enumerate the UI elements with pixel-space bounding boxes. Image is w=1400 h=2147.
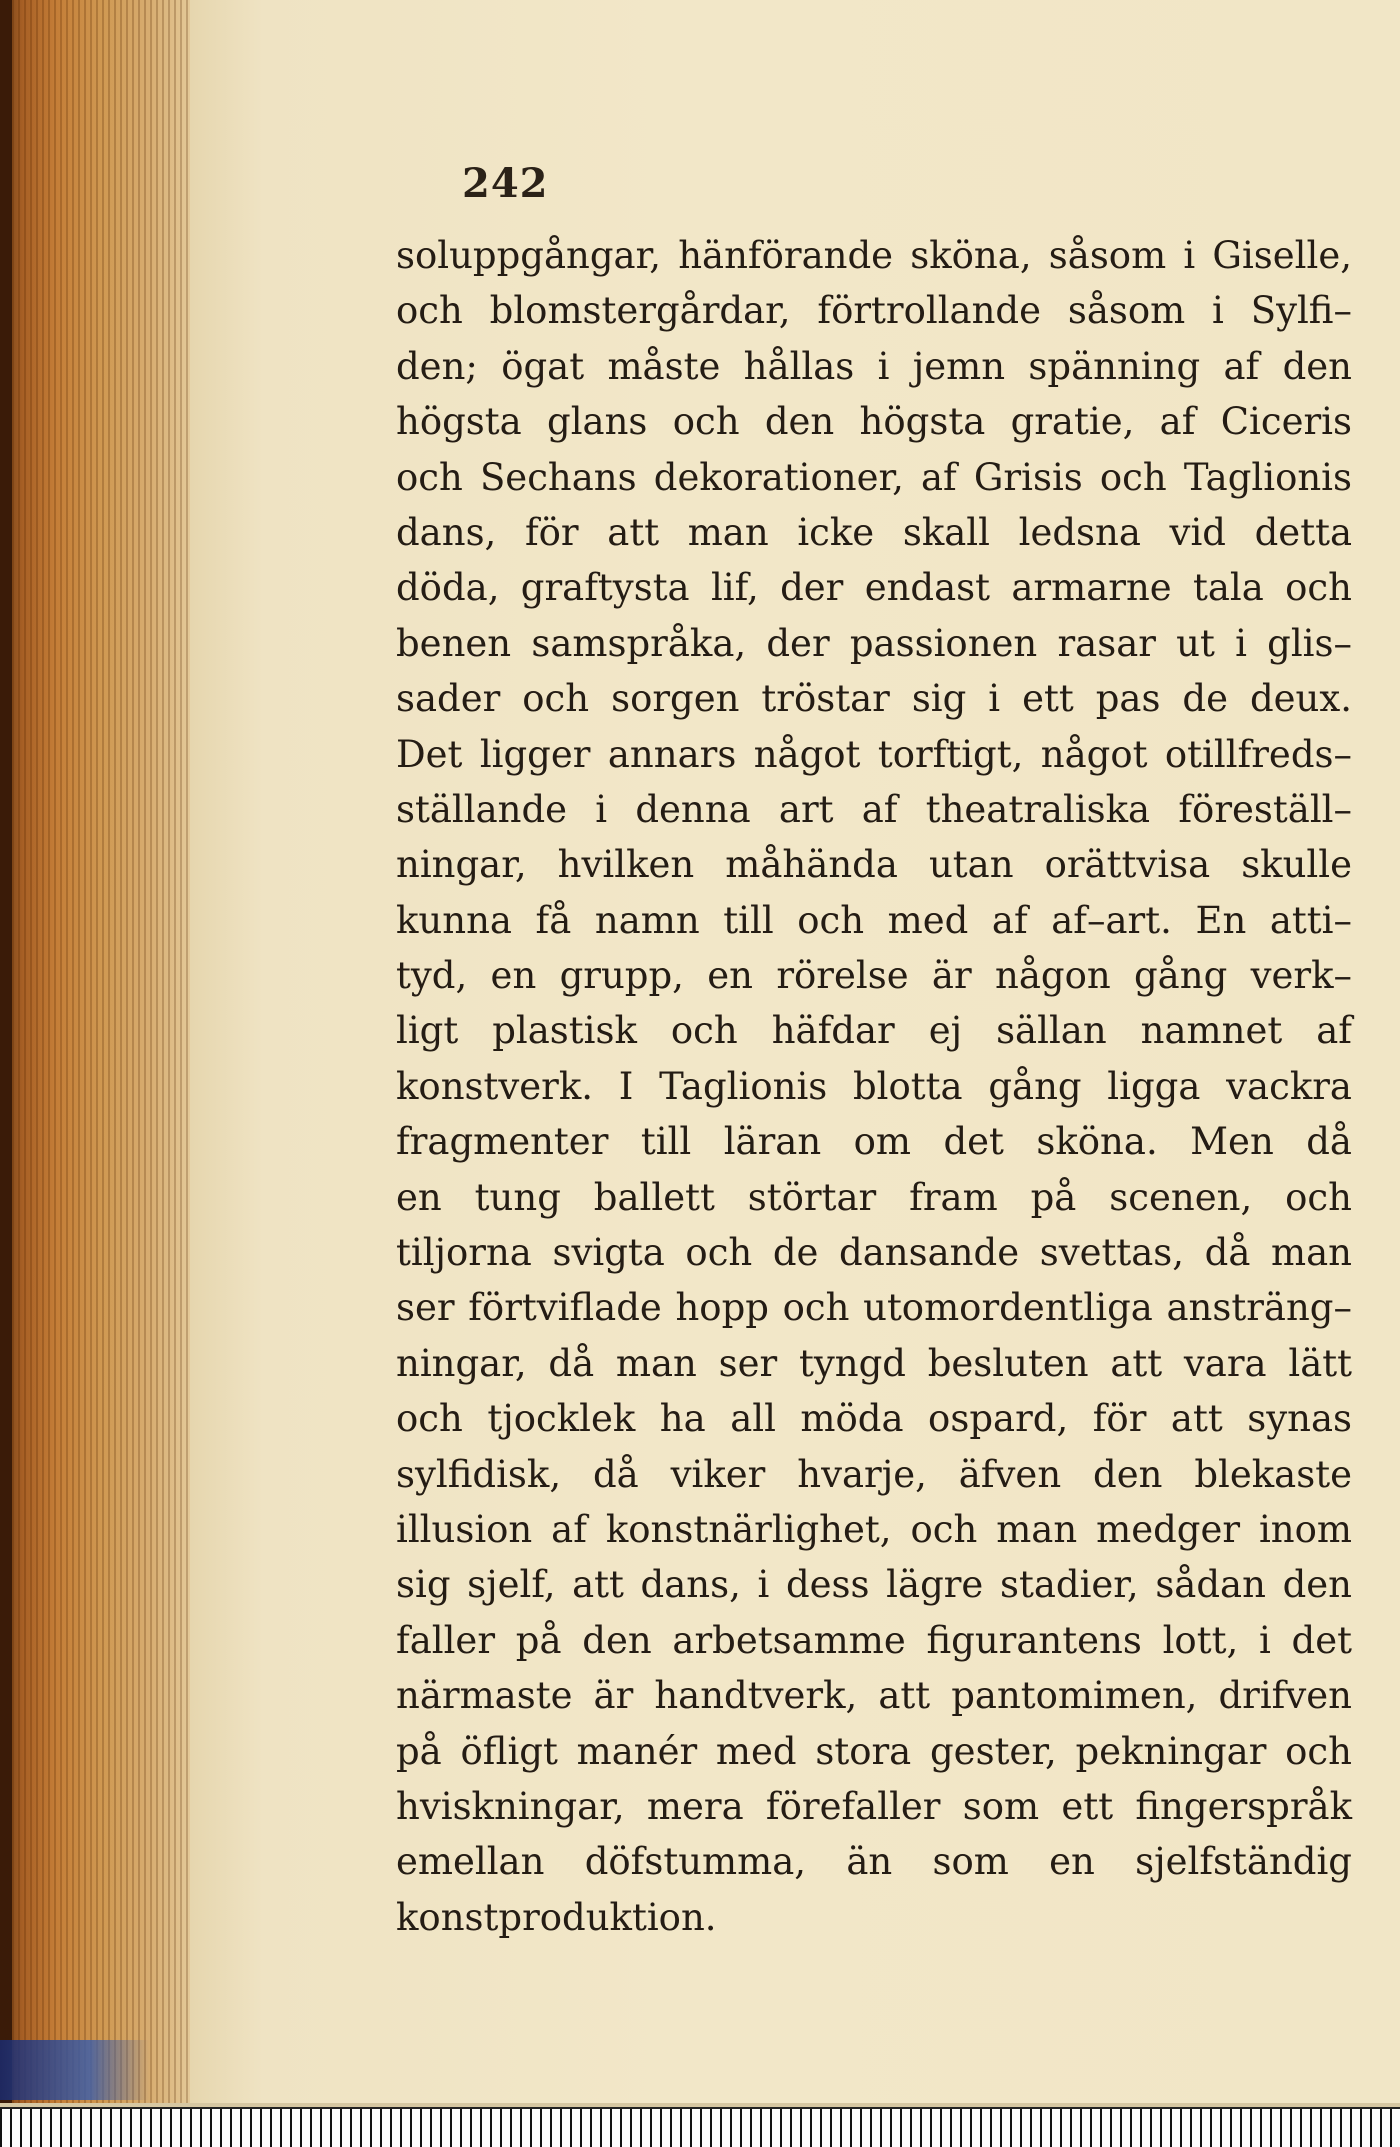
scan-ruler-strip (0, 2107, 1400, 2147)
text-line: ningar, då man ser tyngd besluten att vara lätt (396, 1341, 1352, 1385)
text-line: tyd, en grupp, en rörelse är någon gång verk– (396, 954, 1352, 998)
text-line: kunna få namn till och med af af–art. En atti– (396, 898, 1352, 942)
page-number: 242 (462, 160, 549, 207)
text-line: och blomstergårdar, förtrollande såsom i Sylfi– (396, 289, 1352, 333)
text-line: ställande i denna art af theatraliska föreställ– (396, 787, 1352, 831)
text-line: sig sjelf, att dans, i dess lägre stadier, sådan den (396, 1563, 1352, 1607)
text-line: döda, graftysta lif, der endast armarne tala och (396, 566, 1352, 610)
text-line: sader och sorgen tröstar sig i ett pas de deux. (396, 677, 1352, 721)
text-line: ligt plastisk och häfdar ej sällan namnet af (396, 1009, 1352, 1053)
text-line: konstproduktion. (396, 1895, 717, 1939)
text-line: konstverk. I Taglionis blotta gång ligga vackra (396, 1064, 1352, 1108)
text-line: illusion af konstnärlighet, och man medger inom (396, 1507, 1352, 1551)
text-line: benen samspråka, der passionen rasar ut i glis– (396, 621, 1352, 665)
text-line: ningar, hvilken måhända utan orättvisa skulle (396, 843, 1352, 887)
text-line: och Sechans dekorationer, af Grisis och Taglionis (396, 455, 1352, 499)
text-line: och tjocklek ha all möda ospard, för att synas (396, 1397, 1352, 1441)
text-line: dans, för att man icke skall ledsna vid detta (396, 510, 1352, 554)
body-text (396, 228, 1352, 1945)
text-line: på öfligt manér med stora gester, pekningar och (396, 1729, 1352, 1773)
text-line: faller på den arbetsamme figurantens lott, i det (396, 1618, 1352, 1662)
book-spine-shadow (0, 0, 12, 2147)
text-line: sylfidisk, då viker hvarje, äfven den blekaste (396, 1452, 1352, 1496)
text-line: fragmenter till läran om det sköna. Men då (396, 1120, 1352, 1164)
text-line: den; ögat måste hållas i jemn spänning af den (396, 344, 1352, 388)
book-page-edges (0, 0, 190, 2147)
text-line: högsta glans och den högsta gratie, af Ciceris (396, 400, 1352, 444)
text-line: Det ligger annars något torftigt, något otillfreds– (396, 732, 1352, 776)
text-line: en tung ballett störtar fram på scenen, och (396, 1175, 1352, 1219)
text-line: hviskningar, mera förefaller som ett fingerspråk (396, 1784, 1352, 1828)
text-line: tiljorna svigta och de dansande svettas, då man (396, 1231, 1352, 1275)
text-line: soluppgångar, hänförande sköna, såsom i Giselle, (396, 234, 1352, 277)
text-line: emellan döfstumma, än som en sjelfständig (396, 1840, 1352, 1884)
text-line: närmaste är handtverk, att pantomimen, drifven (396, 1674, 1352, 1718)
text-line: ser förtviflade hopp och utomordentliga ansträng– (396, 1286, 1352, 1330)
color-calibration-mark (0, 2040, 150, 2100)
